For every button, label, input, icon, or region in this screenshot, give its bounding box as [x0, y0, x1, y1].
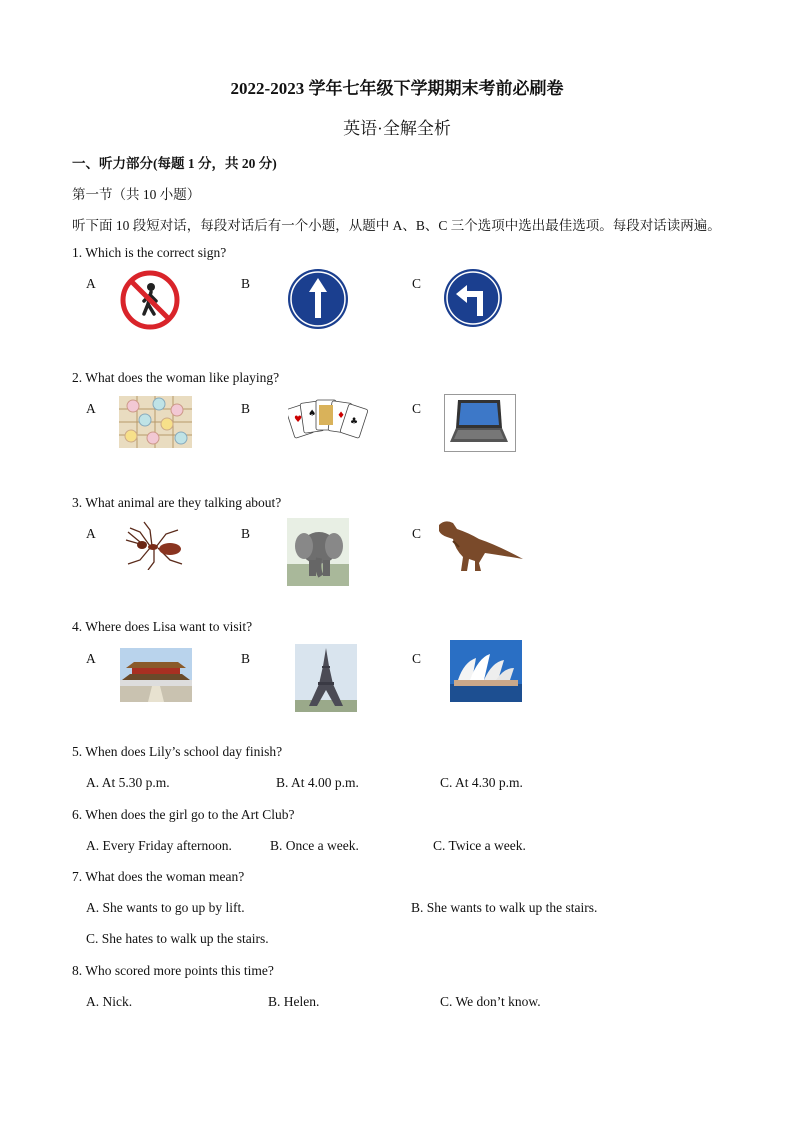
- option-b: B. At 4.00 p.m.: [276, 775, 359, 790]
- option-label-b: B: [241, 526, 251, 541]
- ant-icon: [120, 520, 190, 570]
- question-1: 1. Which is the correct sign?: [72, 245, 227, 260]
- option-label-b: B: [241, 276, 251, 291]
- eiffel-tower-icon: [295, 644, 357, 712]
- instruction-text: 听下面 10 段短对话，每段对话后有一个小题，从题中 A、B、C 三个选项中选出最佳选项。每段对话读两遍。: [72, 218, 721, 233]
- forbidden-city-icon: [120, 648, 192, 702]
- option-a: A. At 5.30 p.m.: [86, 775, 170, 790]
- question-2: 2. What does the woman like playing?: [72, 370, 280, 385]
- playing-cards-icon: [288, 396, 368, 448]
- question-3: 3. What animal are they talking about?: [72, 495, 282, 510]
- svg-text:♥: ♥: [294, 415, 303, 425]
- go-straight-sign-icon: [287, 268, 349, 330]
- svg-text:♦: ♦: [337, 411, 346, 421]
- section-heading: 一、听力部分(每题 1 分，共 20 分): [72, 156, 277, 171]
- option-a: A. Nick.: [86, 994, 133, 1009]
- option-label-c: C: [412, 276, 422, 291]
- option-b: B. She wants to walk up the stairs.: [411, 900, 598, 915]
- question-6: 6. When does the girl go to the Art Club?: [72, 807, 295, 822]
- option-label-a: A: [86, 401, 96, 416]
- question-7: 7. What does the woman mean?: [72, 869, 245, 884]
- option-label-a: A: [86, 526, 96, 541]
- option-a: A. Every Friday afternoon.: [86, 838, 232, 853]
- option-label-b: B: [241, 651, 251, 666]
- turn-left-sign-icon: [443, 268, 503, 328]
- option-c: C. Twice a week.: [433, 838, 526, 853]
- question-5: 5. When does Lily’s school day finish?: [72, 744, 283, 759]
- option-c: C. We don’t know.: [440, 994, 541, 1009]
- elephant-icon: [287, 518, 349, 586]
- option-label-c: C: [412, 526, 422, 541]
- no-walking-sign-icon: [120, 270, 180, 330]
- svg-text:♣: ♣: [350, 417, 359, 427]
- question-8: 8. Who scored more points this time?: [72, 963, 274, 978]
- option-b: B. Once a week.: [270, 838, 359, 853]
- option-label-a: A: [86, 276, 96, 291]
- sydney-opera-house-icon: [450, 640, 522, 702]
- option-label-a: A: [86, 651, 96, 666]
- option-a: A. She wants to go up by lift.: [86, 900, 245, 915]
- svg-text:♠: ♠: [308, 409, 317, 419]
- option-c: C. She hates to walk up the stairs.: [86, 931, 269, 946]
- option-c: C. At 4.30 p.m.: [440, 775, 523, 790]
- page-subtitle: 英语·全解全析: [343, 119, 451, 138]
- part-heading: 第一节（共 10 小题）: [72, 187, 201, 202]
- chess-board-icon: [119, 396, 192, 448]
- option-label-c: C: [412, 401, 422, 416]
- option-b: B. Helen.: [268, 994, 320, 1009]
- option-label-b: B: [241, 401, 251, 416]
- laptop-icon: [444, 394, 516, 452]
- question-4: 4. Where does Lisa want to visit?: [72, 619, 253, 634]
- option-label-c: C: [412, 651, 422, 666]
- page-title: 2022-2023 学年七年级下学期期末考前必刷卷: [230, 79, 564, 98]
- dinosaur-icon: [435, 515, 525, 575]
